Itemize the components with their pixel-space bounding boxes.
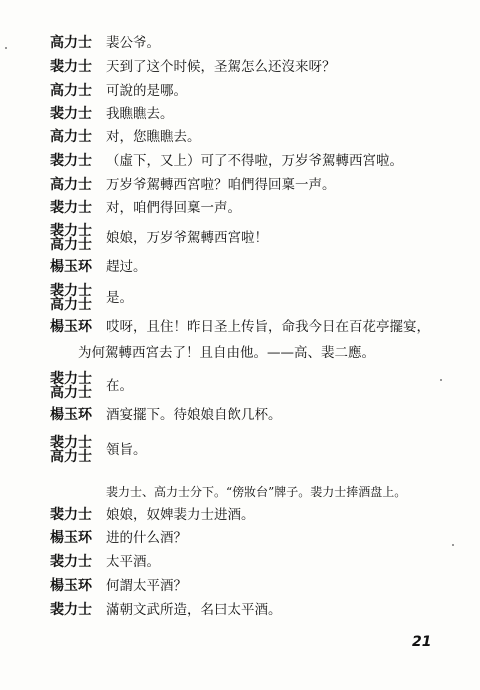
scan-speck <box>452 544 454 546</box>
speaker-name: 高力士 <box>50 297 92 313</box>
speaker-name: 裴力士 <box>50 283 92 299</box>
speaker-name: 裴力士 <box>50 602 92 618</box>
speaker-name: 裴力士 <box>50 106 92 122</box>
speaker-name: 裴力士 <box>50 435 92 451</box>
scan-speck <box>5 47 7 49</box>
dialogue-text: 哎呀，且住！昨日圣上传旨，命我今日在百花亭擺宴， <box>106 319 430 335</box>
dialogue-text: 对，咱們得回稟一声。 <box>106 200 241 216</box>
speaker-name: 裴力士 <box>50 554 92 570</box>
stage-direction-text: 裴力士、高力士分下。“傍妝台”牌子。裴力士捧酒盘上。 <box>106 485 407 499</box>
dialogue-text: 酒宴擺下。待娘娘自飲几杯。 <box>106 407 282 423</box>
dialogue-text: 对，您瞧瞧去。 <box>106 129 201 145</box>
dialogue-text: 进的什么酒？ <box>106 530 187 546</box>
speaker-name: 楊玉环 <box>50 407 92 423</box>
dialogue-text: 太平酒。 <box>106 554 160 570</box>
dialogue-text: 万岁爷駕轉西宮啦？咱們得回稟一声。 <box>106 177 336 193</box>
dialogue-text: 娘娘，万岁爷駕轉西宮啦！ <box>106 230 268 246</box>
dialogue-text: 天到了这个时候，圣駕怎么还沒来呀？ <box>106 59 336 75</box>
speaker-name: 裴力士 <box>50 200 92 216</box>
speaker-name: 楊玉环 <box>50 530 92 546</box>
continuation-text: 为何駕轉西宮去了！且自由他。——高、裴二應。 <box>78 345 375 361</box>
dialogue-text: 我瞧瞧去。 <box>106 106 174 122</box>
dialogue-text: 趕过。 <box>106 259 147 275</box>
speaker-name: 高力士 <box>50 35 92 51</box>
speaker-name: 高力士 <box>50 385 92 401</box>
speaker-name: 裴力士 <box>50 371 92 387</box>
dialogue-text: 在。 <box>106 378 133 394</box>
dialogue-text: 裴公爷。 <box>106 35 160 51</box>
dialogue-text: 何謂太平酒？ <box>106 578 187 594</box>
speaker-name: 高力士 <box>50 177 92 193</box>
scan-speck <box>440 379 442 381</box>
dialogue-text: 可說的是哪。 <box>106 83 187 99</box>
speaker-name: 裴力士 <box>50 223 92 239</box>
speaker-name: 高力士 <box>50 237 92 253</box>
page-number: 21 <box>412 634 432 650</box>
dialogue-text: 領旨。 <box>106 442 147 458</box>
speaker-name: 楊玉环 <box>50 578 92 594</box>
speaker-name: 裴力士 <box>50 59 92 75</box>
speaker-name: 楊玉环 <box>50 319 92 335</box>
speaker-name: 高力士 <box>50 449 92 465</box>
dialogue-text: 滿朝文武所造，名曰太平酒。 <box>106 602 282 618</box>
speaker-name: 裴力士 <box>50 507 92 523</box>
dialogue-text: 娘娘，奴婢裴力士进酒。 <box>106 507 255 523</box>
speaker-name: 高力士 <box>50 83 92 99</box>
speaker-name: 楊玉环 <box>50 259 92 275</box>
speaker-name: 高力士 <box>50 129 92 145</box>
dialogue-text: 是。 <box>106 290 133 306</box>
dialogue-text: （虛下，又上）可了不得啦，万岁爷駕轉西宮啦。 <box>106 153 403 169</box>
speaker-name: 裴力士 <box>50 153 92 169</box>
